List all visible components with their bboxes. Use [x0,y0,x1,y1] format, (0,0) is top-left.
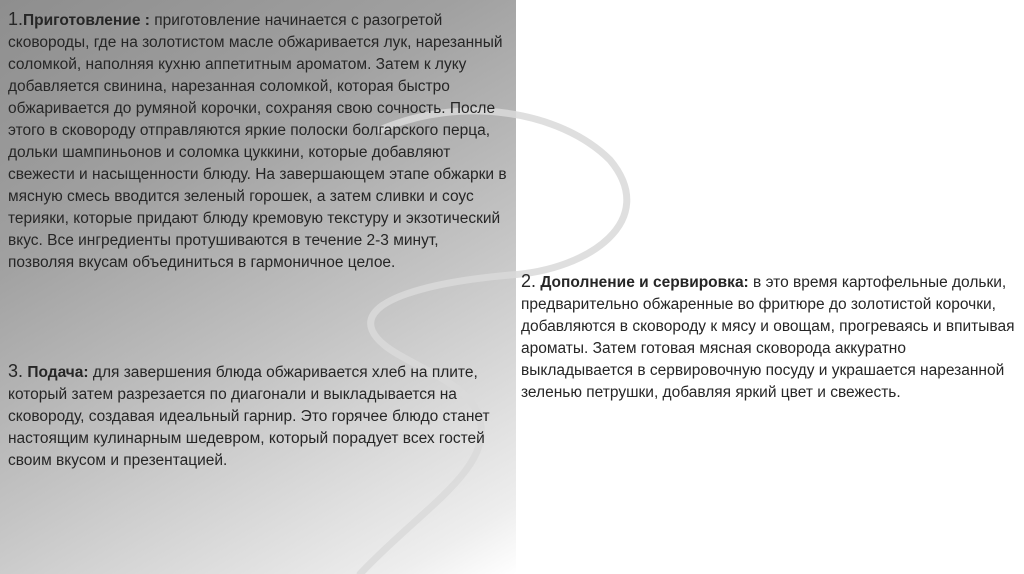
section-heading: Подача: [27,364,89,381]
section-heading: Приготовление : [23,12,150,29]
section-body: для завершения блюда обжаривается хлеб на плите, который затем разрезается по диагонали и выкладывается на сковороду, создавая идеальный гарнир. Это горячее блюдо станет настоящим кулинарным шедевром, который порадует всех гостей своим вкусом и презентацией. [8,364,490,469]
section-number: 1. [8,9,24,29]
section-serving [521,270,1016,404]
section-number: 2. [521,271,537,291]
section-heading: Дополнение и сервировка: [540,274,749,291]
section-body: приготовление начинается с разогретой сковороды, где на золотистом масле обжаривается лук, нарезанный соломкой, наполняя кухню аппетитным ароматом. Затем к луку добавляется свинина, нарезанная соломкой, которая быстро обжаривается до румяной корочки, сохраняя свою сочность. После этого в сковороду отправляются яркие полоски болгарского перца, дольки шампиньонов и соломка цуккини, которые добавляют свежести и насыщенности блюду. На завершающем этапе обжарки в мясную смесь вводится зеленый горошек, а затем сливки и соус терияки, которые придают блюду кремовую текстуру и экзотический вкус. Все ингредиенты протушиваются в течение 2-3 минут, позволяя вкусам объединиться в гармоничное целое. [8,12,507,271]
section-presentation [8,360,508,472]
section-number: 3. [8,361,24,381]
section-preparation [8,8,508,274]
section-body: в это время картофельные дольки, предварительно обжаренные во фритюре до золотистой корочки, добавляются в сковороду к мясу и овощам, прогреваясь и впитывая ароматы. Затем готовая мясная сковорода аккуратно выкладывается в сервировочную посуду и украшается нарезанной зеленью петрушки, добавляя яркий цвет и свежесть. [521,274,1015,401]
